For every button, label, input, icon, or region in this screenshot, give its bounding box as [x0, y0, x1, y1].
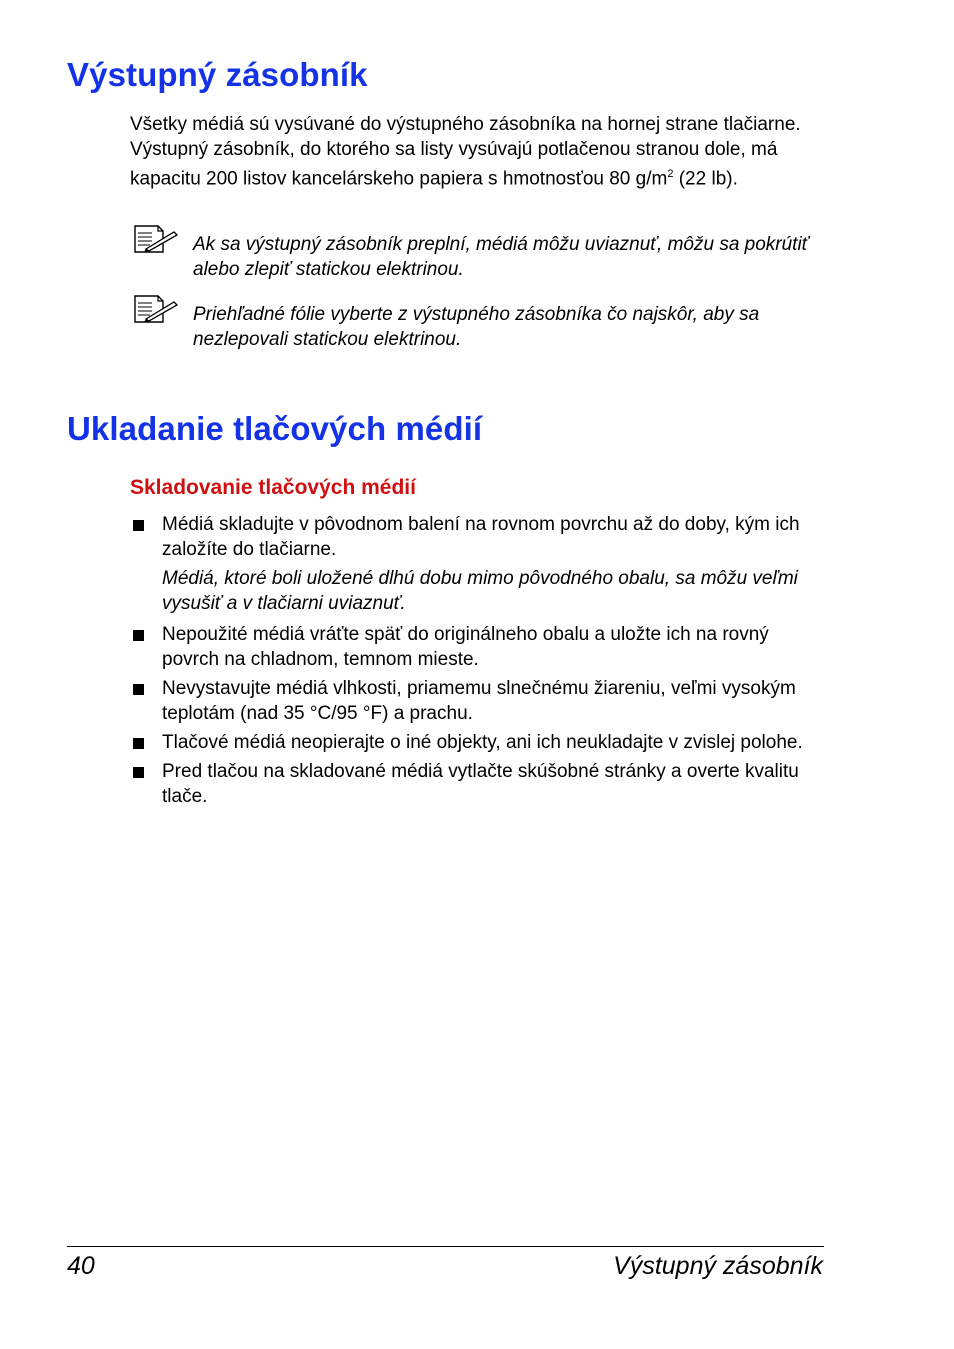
output-tray-paragraph: Všetky médiá sú vysúvané do výstupného zásobníka na hornej strane tlačiarne. Výstupný zásobník, do ktorého sa listy vysúvajú potlačenou stranou dole, má kapacitu 200 listov kancelárskeho papiera s hmotnosťou 80 $g/m^2$ (22 lb). [130, 114, 801, 190]
footer-title: Výstupný zásobník [613, 1252, 823, 1280]
heading-storage: Ukladanie tlačových médií [67, 410, 483, 447]
list-item-note: Médiá, ktoré boli uložené dlhú dobu mimo pôvodného obalu, sa môžu veľmi vysušiť a v tlačiarni uviaznuť. [162, 568, 798, 614]
note-pencil-icon [130, 224, 180, 254]
footer-divider [67, 1246, 824, 1247]
list-item: Nepoužité médiá vráťte späť do originálneho obalu a uložte ich na rovný povrch na chladnom, temnom mieste. [130, 622, 830, 672]
note-2-text: Priehľadné fólie vyberte z výstupného zásobníka čo najskôr, aby sa nezlepovali statickou elektrinou. [193, 304, 760, 350]
list-item: Médiá skladujte v pôvodnom balení na rovnom povrchu až do doby, kým ich založíte do tlačiarne. Médiá, ktoré boli uložené dlhú dobu mimo pôvodného obalu, sa môžu veľmi vysušiť a v tlačiarni uviaznuť. [130, 512, 830, 616]
note-pencil-icon [130, 294, 180, 324]
list-item: Pred tlačou na skladované médiá vytlačte skúšobné stránky a overte kvalitu tlače. [130, 759, 830, 809]
list-item: Tlačové médiá neopierajte o iné objekty, ani ich neukladajte v zvislej polohe. [130, 730, 830, 755]
list-item: Nevystavujte médiá vlhkosti, priamemu slnečnému žiareniu, veľmi vysokým teplotám (nad 35 °C/95 °F) a prachu. [130, 676, 830, 726]
note-1-text: Ak sa výstupný zásobník preplní, médiá môžu uviaznuť, môžu sa pokrútiť alebo zlepiť statickou elektrinou. [193, 234, 809, 280]
page-number: 40 [67, 1252, 95, 1280]
heading-output-tray: Výstupný zásobník [67, 56, 368, 93]
subheading-storage: Skladovanie tlačových médií [130, 476, 416, 499]
storage-bullet-list [130, 512, 830, 813]
